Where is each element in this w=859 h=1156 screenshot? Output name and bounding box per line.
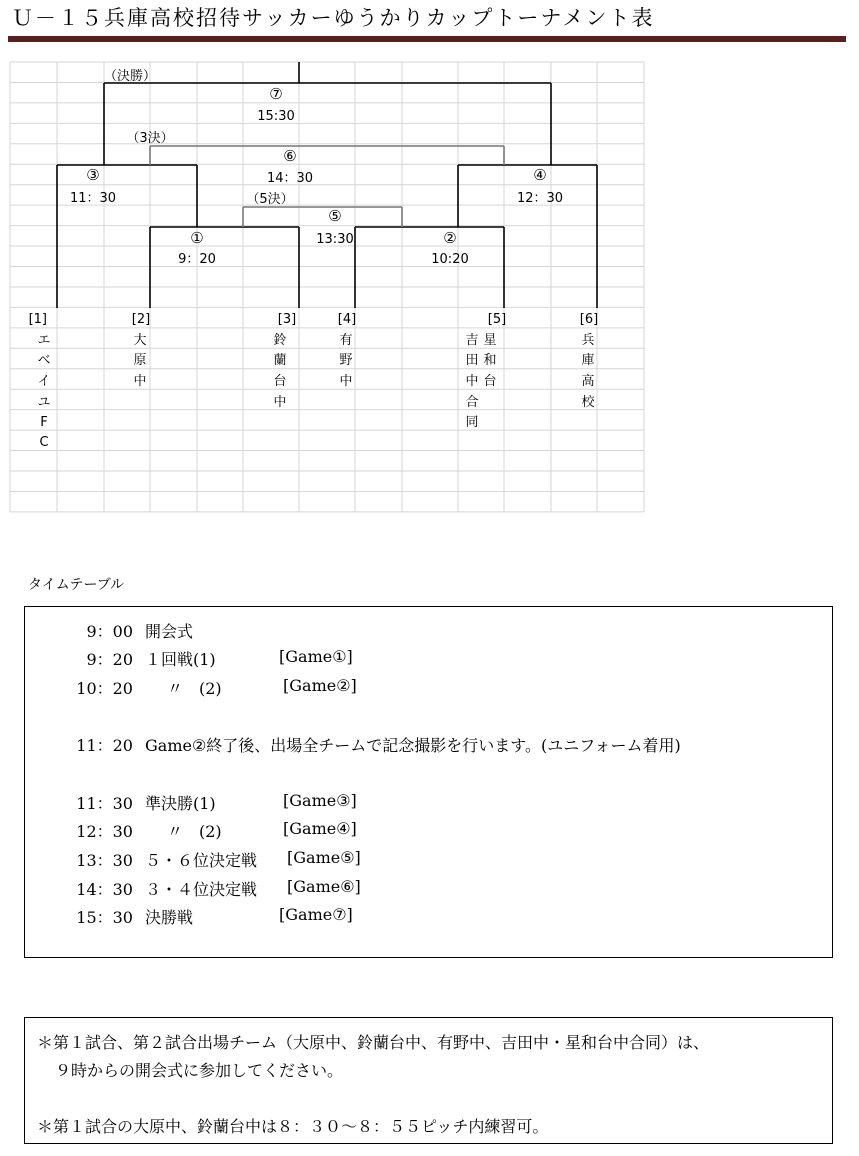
timetable-time: 13：30: [76, 851, 133, 870]
team-name: 田: [465, 353, 479, 368]
timetable-box: [24, 606, 833, 958]
team-name: 中: [465, 374, 479, 389]
team-seed: [4]: [337, 312, 357, 327]
note-line: ＊第１試合の大原中、鈴蘭台中は８：３０～８：５５ピッチ内練習可。: [37, 1117, 549, 1136]
timetable-game-tag: [Game④]: [283, 819, 357, 838]
team-name: エ: [37, 333, 51, 348]
timetable-desc: ３・４位決定戦: [145, 880, 258, 899]
team-name: 和: [483, 353, 497, 368]
team-name: 蘭: [273, 353, 287, 368]
timetable-game-tag: [Game①]: [279, 647, 353, 666]
timetable-desc: １回戦(1): [145, 650, 216, 669]
team-seed: [3]: [277, 312, 297, 327]
timetable-time: 12：30: [76, 822, 133, 841]
team-name: ベ: [37, 353, 51, 368]
timetable-time: 9：00: [86, 622, 133, 641]
team-seed: [5]: [487, 312, 507, 327]
team-seed: [1]: [28, 312, 47, 327]
game-time: 11：30: [69, 191, 117, 206]
game-number: ③: [86, 166, 100, 184]
team-name: F: [40, 415, 48, 430]
team-name: 野: [339, 353, 353, 368]
game-time: 13:30: [316, 232, 354, 247]
team-name: 台: [483, 374, 497, 389]
team-seed: [2]: [131, 312, 151, 327]
team-name: 大: [133, 333, 147, 348]
round-label-final: （決勝）: [103, 69, 157, 84]
team-name: C: [39, 435, 49, 450]
timetable-game-tag: [Game⑤]: [287, 848, 361, 867]
game-time: 9：20: [178, 252, 216, 267]
team-name: 鈴: [273, 333, 287, 348]
team-name: 中: [133, 374, 147, 389]
team-name: イ: [37, 374, 51, 389]
team-name: 合: [465, 395, 479, 410]
team-name: 原: [133, 353, 147, 368]
round-label-fifth-place: （5決）: [246, 192, 294, 207]
timetable-time: 10：20: [76, 679, 133, 698]
timetable-game-tag: [Game③]: [283, 791, 357, 810]
timetable-time: 14：30: [76, 880, 133, 899]
team-name: 校: [581, 395, 595, 410]
note-line: ９時からの開会式に参加してください。: [55, 1061, 344, 1080]
timetable-heading: タイムテーブル: [28, 577, 125, 593]
game-number: ②: [443, 229, 457, 247]
timetable-time: 9：20: [86, 650, 133, 669]
round-label-third-place: （3決）: [126, 131, 174, 146]
game-number: ⑤: [328, 207, 342, 225]
timetable-game-tag: [Game⑦]: [279, 905, 353, 924]
timetable-game-tag: [Game⑥]: [287, 877, 361, 896]
note-line: ＊第１試合、第２試合出場チーム（大原中、鈴蘭台中、有野中、吉田中・星和台中合同）は、: [37, 1033, 710, 1052]
timetable-game-tag: [Game②]: [283, 676, 357, 695]
team-name: 庫: [581, 353, 595, 368]
timetable-desc: 準決勝(1): [145, 794, 216, 813]
timetable-desc: ５・６位決定戦: [145, 851, 258, 870]
timetable-desc: 開会式: [145, 622, 194, 641]
team-name: 台: [273, 374, 287, 389]
game-number: ⑥: [283, 147, 297, 165]
timetable-desc: 〃 (2): [167, 822, 222, 841]
team-name: 星: [483, 333, 497, 348]
timetable-time: 11：20: [76, 736, 133, 755]
game-number: ①: [190, 229, 204, 247]
tournament-bracket: [0, 0, 859, 520]
timetable-desc: 決勝戦: [145, 908, 194, 927]
game-time: 15:30: [257, 109, 295, 124]
team-name: 有: [339, 333, 353, 348]
timetable-time: 11：30: [76, 794, 133, 813]
game-time: 10:20: [431, 252, 469, 267]
timetable-desc: Game②終了後、出場全チームで記念撮影を行います。(ユニフォーム着用): [145, 736, 681, 755]
page-title: Ｕ－１５兵庫高校招待サッカーゆうかりカップトーナメント表: [12, 6, 655, 30]
team-name: 吉: [465, 333, 479, 348]
notes-box: [24, 1017, 833, 1144]
game-number: ⑦: [269, 85, 283, 103]
team-seed: [6]: [579, 312, 599, 327]
team-name: 同: [465, 415, 479, 430]
team-name: 兵: [581, 333, 595, 348]
team-name: 中: [339, 374, 353, 389]
team-name: ユ: [37, 395, 51, 410]
game-time: 12：30: [516, 191, 564, 206]
timetable-time: 15：30: [76, 908, 133, 927]
game-time: 14：30: [266, 171, 314, 186]
timetable-desc: 〃 (2): [167, 679, 222, 698]
game-number: ④: [533, 166, 547, 184]
team-name: 中: [273, 395, 287, 410]
team-name: 高: [581, 374, 595, 389]
